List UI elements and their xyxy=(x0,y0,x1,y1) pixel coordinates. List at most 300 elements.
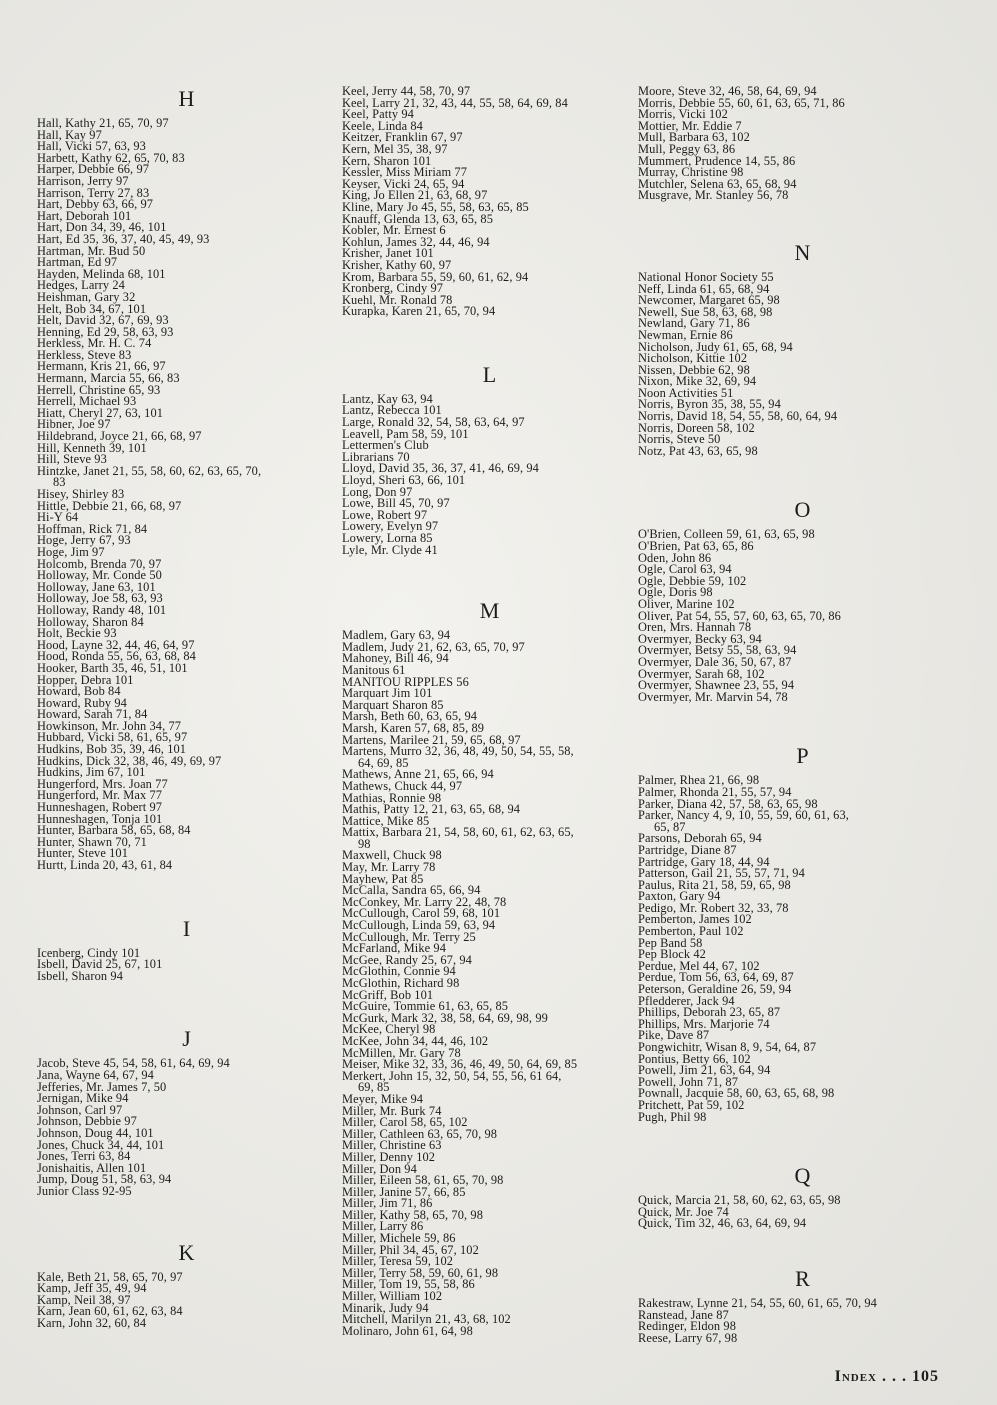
index-entry: Overmyer, Betsy 55, 58, 63, 94 xyxy=(638,643,797,658)
index-entry: Mathis, Patty 12, 21, 63, 65, 68, 94 xyxy=(342,802,521,817)
index-entry: McGriff, Bob 101 xyxy=(342,987,434,1002)
index-section xyxy=(342,362,638,556)
index-entry: Hungerford, Mr. Max 77 xyxy=(37,788,163,803)
index-entry: 83 xyxy=(37,475,66,490)
index-column-3 xyxy=(638,86,968,1344)
index-entry: Partridge, Gary 18, 44, 94 xyxy=(638,854,770,869)
index-entry: Peterson, Geraldine 26, 59, 94 xyxy=(638,982,792,997)
index-entry: Helt, Bob 34, 67, 101 xyxy=(37,301,147,316)
index-entry: Hermann, Kris 21, 66, 97 xyxy=(37,359,166,374)
index-entry: Hart, Deborah 101 xyxy=(37,208,132,223)
index-entry: Pongwichitr, Wisan 8, 9, 54, 64, 87 xyxy=(638,1040,817,1054)
index-entry: McCullough, Linda 59, 63, 94 xyxy=(342,918,496,933)
index-entry: Herkless, Mr. H. C. 74 xyxy=(37,336,152,351)
index-entry: Hart, Ed 35, 36, 37, 40, 45, 49, 93 xyxy=(37,231,210,246)
index-entry: Hill, Steve 93 xyxy=(37,452,107,467)
index-entry: Reese, Larry 67, 98 xyxy=(638,1330,738,1345)
index-entry: Newcomer, Margaret 65, 98 xyxy=(638,293,780,308)
index-entry: Howard, Ruby 94 xyxy=(37,695,127,710)
index-entry: Lowery, Evelyn 97 xyxy=(342,519,439,534)
index-entry: Keel, Larry 21, 32, 43, 44, 55, 58, 64, 69, 84 xyxy=(342,95,568,110)
index-entry: Hudkins, Dick 32, 38, 46, 49, 69, 97 xyxy=(37,753,222,768)
index-entry: Ranstead, Jane 87 xyxy=(638,1307,729,1322)
index-entry: Mattix, Barbara 21, 54, 58, 60, 61, 62, 63, 65, xyxy=(342,825,574,840)
index-entry: McGlothin, Richard 98 xyxy=(342,976,460,990)
index-entry: Miller, Eileen 58, 61, 65, 70, 98 xyxy=(342,1173,504,1188)
index-entry: Pugh, Phil 98 xyxy=(638,1109,707,1124)
index-entry: Phillips, Mrs. Marjorie 74 xyxy=(638,1016,770,1031)
index-entry: Murray, Christine 98 xyxy=(638,165,744,180)
index-entry: Madlem, Judy 21, 62, 63, 65, 70, 97 xyxy=(342,639,525,654)
index-entry: Holt, Beckie 93 xyxy=(37,626,117,641)
index-entry: McGlothin, Connie 94 xyxy=(342,964,456,979)
index-entry: Mull, Barbara 63, 102 xyxy=(638,130,750,145)
index-entry: Karn, John 32, 60, 84 xyxy=(37,1315,147,1330)
index-section xyxy=(37,1026,337,1197)
index-entry: Heishman, Gary 32 xyxy=(37,289,136,304)
index-entry: Holloway, Jane 63, 101 xyxy=(37,579,156,594)
index-entry: Keele, Linda 84 xyxy=(342,118,423,133)
index-entry: Holloway, Joe 58, 63, 93 xyxy=(37,591,163,606)
index-section xyxy=(638,497,968,703)
index-column-2 xyxy=(342,86,638,1337)
index-entry: Hunneshagen, Tonja 101 xyxy=(37,811,163,826)
index-entry: McCalla, Sandra 65, 66, 94 xyxy=(342,883,481,898)
index-entry-list xyxy=(638,1195,968,1230)
index-entry: Kamp, Jeff 35, 49, 94 xyxy=(37,1281,147,1296)
index-entry: Kohlun, James 32, 44, 46, 94 xyxy=(342,234,490,249)
index-entry: McCullough, Carol 59, 68, 101 xyxy=(342,906,501,921)
index-entry: Jump, Doug 51, 58, 63, 94 xyxy=(37,1172,172,1187)
index-entry: Oren, Mrs. Hannah 78 xyxy=(638,620,752,635)
index-entry: Herrell, Christine 65, 93 xyxy=(37,382,161,397)
index-entry: Mahoney, Bill 46, 94 xyxy=(342,651,449,666)
index-entry: Pike, Dave 87 xyxy=(638,1028,710,1043)
index-entry: Hopper, Debra 101 xyxy=(37,672,134,687)
index-entry: Lloyd, David 35, 36, 37, 41, 46, 69, 94 xyxy=(342,461,539,476)
index-entry: Powell, John 71, 87 xyxy=(638,1074,738,1089)
index-entry: Krisher, Janet 101 xyxy=(342,246,434,261)
footer-dots: . . . xyxy=(877,1368,912,1385)
index-entry: Parker, Nancy 4, 9, 10, 55, 59, 60, 61, 63, xyxy=(638,808,849,823)
index-entry: Martens, Marilee 21, 59, 65, 68, 97 xyxy=(342,732,521,747)
index-entry: Herrell, Michael 93 xyxy=(37,394,137,409)
index-entry: O'Brien, Pat 63, 65, 86 xyxy=(638,539,754,554)
index-entry: Miller, Tom 19, 55, 58, 86 xyxy=(342,1277,475,1292)
index-entry: Mayhew, Pat 85 xyxy=(342,871,424,886)
index-entry: Hermann, Marcia 55, 66, 83 xyxy=(37,371,180,386)
index-entry: Palmer, Rhea 21, 66, 98 xyxy=(638,773,760,788)
index-entry-list xyxy=(638,269,968,458)
index-entry: Hunneshagen, Robert 97 xyxy=(37,800,163,815)
index-section xyxy=(638,743,968,1123)
index-entry: Johnson, Doug 44, 101 xyxy=(37,1125,154,1140)
index-entry: Patterson, Gail 21, 55, 57, 71, 94 xyxy=(638,866,805,881)
index-entry: Miller, Phil 34, 45, 67, 102 xyxy=(342,1242,479,1257)
index-entry: Icenberg, Cindy 101 xyxy=(37,945,141,960)
index-entry: Lowe, Bill 45, 70, 97 xyxy=(342,496,450,511)
index-entry-list xyxy=(342,86,638,318)
index-entry: Mathews, Anne 21, 65, 66, 94 xyxy=(342,767,494,782)
section-letter-heading: J xyxy=(182,1026,192,1052)
index-entry: Kern, Mel 35, 38, 97 xyxy=(342,141,448,156)
index-entry: McMillen, Mr. Gary 78 xyxy=(342,1045,461,1060)
index-entry: Johnson, Debbie 97 xyxy=(37,1114,137,1129)
index-entry: Miller, Larry 86 xyxy=(342,1219,424,1234)
index-entry: McGee, Randy 25, 67, 94 xyxy=(342,952,472,967)
index-entry-list xyxy=(37,945,337,983)
index-entry: Lowery, Lorna 85 xyxy=(342,531,433,545)
index-entry: Overmyer, Dale 36, 50, 67, 87 xyxy=(638,654,792,669)
index-entry: Mitchell, Marilyn 21, 43, 68, 102 xyxy=(342,1312,511,1327)
index-entry: National Honor Society 55 xyxy=(638,269,774,284)
index-entry: McGurk, Mark 32, 38, 58, 64, 69, 98, 99 xyxy=(342,1010,548,1025)
index-entry: Mathias, Ronnie 98 xyxy=(342,790,442,805)
index-entry: Molinaro, John 61, 64, 98 xyxy=(342,1323,473,1338)
index-entry: Hisey, Shirley 83 xyxy=(37,487,125,501)
index-entry: Helt, David 32, 67, 69, 93 xyxy=(37,313,169,328)
index-entry: Hall, Vicki 57, 63, 93 xyxy=(37,139,146,154)
index-entry: Harrison, Terry 27, 83 xyxy=(37,185,150,200)
index-entry: Keel, Patty 94 xyxy=(342,107,414,122)
index-entry: Meyer, Mike 94 xyxy=(342,1091,424,1106)
index-entry: Perdue, Mel 44, 67, 102 xyxy=(638,958,760,973)
index-entry: Knauff, Glenda 13, 63, 65, 85 xyxy=(342,211,493,226)
index-entry: Krisher, Kathy 60, 97 xyxy=(342,257,452,272)
index-entry: Mummert, Prudence 14, 55, 86 xyxy=(638,153,796,168)
page-footer xyxy=(835,1368,939,1386)
index-entry: O'Brien, Colleen 59, 61, 63, 65, 98 xyxy=(638,527,815,542)
index-entry: Isbell, David 25, 67, 101 xyxy=(37,957,163,972)
index-entry: Hood, Layne 32, 44, 46, 64, 97 xyxy=(37,637,195,652)
index-entry: Miller, William 102 xyxy=(342,1289,443,1304)
index-entry: Miller, Kathy 58, 65, 70, 98 xyxy=(342,1207,483,1222)
index-entry: Norris, Steve 50 xyxy=(638,432,721,447)
index-entry: Harper, Debbie 66, 97 xyxy=(37,162,150,177)
index-entry: Hittle, Debbie 21, 66, 68, 97 xyxy=(37,498,182,513)
index-entry: Musgrave, Mr. Stanley 56, 78 xyxy=(638,188,789,203)
index-entry: Paxton, Gary 94 xyxy=(638,889,721,904)
index-entry: Norris, Byron 35, 38, 55, 94 xyxy=(638,397,781,412)
index-entry: Miller, Janine 57, 66, 85 xyxy=(342,1184,466,1199)
index-entry: Pemberton, Paul 102 xyxy=(638,924,744,939)
index-entry: Johnson, Carl 97 xyxy=(37,1102,123,1117)
index-entry: Kronberg, Cindy 97 xyxy=(342,281,444,296)
index-entry: Manitous 61 xyxy=(342,662,406,677)
index-entry-list xyxy=(638,1295,968,1345)
index-entry: Rakestraw, Lynne 21, 54, 55, 60, 61, 65, 70, 94 xyxy=(638,1295,877,1310)
index-entry: Miller, Mr. Burk 74 xyxy=(342,1103,442,1118)
index-entry: Pemberton, James 102 xyxy=(638,912,752,927)
index-entry-list xyxy=(638,86,968,202)
index-entry: King, Jo Ellen 21, 63, 68, 97 xyxy=(342,188,488,203)
index-entry: Hart, Debby 63, 66, 97 xyxy=(37,197,154,212)
index-entry: Hintzke, Janet 21, 55, 58, 60, 62, 63, 65, 70, xyxy=(37,463,262,478)
index-section xyxy=(638,240,968,458)
index-entry: Holcomb, Brenda 70, 97 xyxy=(37,556,162,571)
index-section xyxy=(37,86,337,872)
index-entry: Jacob, Steve 45, 54, 58, 61, 64, 69, 94 xyxy=(37,1056,230,1071)
index-entry: Quick, Tim 32, 46, 63, 64, 69, 94 xyxy=(638,1216,807,1231)
index-entry: Ogle, Debbie 59, 102 xyxy=(638,573,747,588)
index-entry: Leavell, Pam 58, 59, 101 xyxy=(342,426,469,441)
index-entry: Isbell, Sharon 94 xyxy=(37,968,124,983)
index-entry: Norris, David 18, 54, 55, 58, 60, 64, 94 xyxy=(638,409,838,424)
index-entry: Lettermen's Club xyxy=(342,438,429,453)
index-entry: Miller, Cathleen 63, 65, 70, 98 xyxy=(342,1126,498,1141)
index-entry: Miller, Denny 102 xyxy=(342,1149,436,1164)
index-entry: Newland, Gary 71, 86 xyxy=(638,316,750,331)
index-entry: Hiatt, Cheryl 27, 63, 101 xyxy=(37,405,164,420)
index-entry: Oliver, Pat 54, 55, 57, 60, 63, 65, 70, 86 xyxy=(638,608,841,623)
section-letter-heading: N xyxy=(794,239,812,265)
index-entry: McCullough, Mr. Terry 25 xyxy=(342,929,476,944)
index-entry: Holloway, Randy 48, 101 xyxy=(37,602,167,617)
index-entry: Hayden, Melinda 68, 101 xyxy=(37,266,166,281)
index-entry: Kuehl, Mr. Ronald 78 xyxy=(342,292,453,307)
index-entry: Howkinson, Mr. John 34, 77 xyxy=(37,718,182,733)
index-entry: Nicholson, Judy 61, 65, 68, 94 xyxy=(638,339,793,354)
index-entry: Miller, Don 94 xyxy=(342,1161,417,1176)
index-entry: Herkless, Steve 83 xyxy=(37,347,132,362)
index-entry: Lantz, Kay 63, 94 xyxy=(342,391,433,406)
section-letter-heading: Q xyxy=(794,1163,812,1189)
index-entry: 69, 85 xyxy=(342,1080,390,1095)
index-entry: Hartman, Mr. Bud 50 xyxy=(37,243,146,258)
index-entry: Pritchett, Pat 59, 102 xyxy=(638,1097,745,1112)
index-entry: Harrison, Jerry 97 xyxy=(37,173,129,188)
index-entry: Kline, Mary Jo 45, 55, 58, 63, 65, 85 xyxy=(342,199,529,214)
index-entry: Miller, Michele 59, 86 xyxy=(342,1231,456,1246)
index-entry: Hungerford, Mrs. Joan 77 xyxy=(37,776,168,791)
index-entry: Newman, Ernie 86 xyxy=(638,327,733,342)
index-entry: Nicholson, Kittie 102 xyxy=(638,351,748,366)
index-entry: Hibner, Joe 97 xyxy=(37,417,111,432)
index-entry: Ogle, Doris 98 xyxy=(638,585,713,600)
index-entry: Holloway, Sharon 84 xyxy=(37,614,144,629)
index-entry: McFarland, Mike 94 xyxy=(342,941,447,956)
index-entry: Overmyer, Becky 63, 94 xyxy=(638,631,762,646)
index-entry: Karn, Jean 60, 61, 62, 63, 84 xyxy=(37,1304,183,1319)
index-entry: Ogle, Carol 63, 94 xyxy=(638,562,732,577)
index-entry: Junior Class 92-95 xyxy=(37,1183,132,1198)
index-entry: Nissen, Debbie 62, 98 xyxy=(638,362,750,377)
index-entry: Keitzer, Franklin 67, 97 xyxy=(342,130,463,145)
index-entry: McKee, Cheryl 98 xyxy=(342,1022,436,1037)
section-letter-heading: R xyxy=(795,1265,811,1291)
index-entry: Harbett, Kathy 62, 65, 70, 83 xyxy=(37,150,185,165)
index-entry: Morris, Debbie 55, 60, 61, 63, 65, 71, 86 xyxy=(638,95,845,110)
index-entry: Lyle, Mr. Clyde 41 xyxy=(342,542,438,557)
index-entry: Overmyer, Mr. Marvin 54, 78 xyxy=(638,689,788,704)
index-entry: Parsons, Deborah 65, 94 xyxy=(638,831,762,846)
index-entry: Lowe, Robert 97 xyxy=(342,507,428,522)
index-entry: Marquart Sharon 85 xyxy=(342,697,444,712)
index-entry: Pep Band 58 xyxy=(638,935,703,950)
index-entry: Kessler, Miss Miriam 77 xyxy=(342,165,468,180)
index-entry: Noon Activities 51 xyxy=(638,385,734,400)
index-entry: Maxwell, Chuck 98 xyxy=(342,848,442,863)
index-entry: Mattice, Mike 85 xyxy=(342,813,430,828)
index-entry: Hurtt, Linda 20, 43, 61, 84 xyxy=(37,858,173,872)
index-entry: Large, Ronald 32, 54, 58, 63, 64, 97 xyxy=(342,415,525,430)
index-entry: Perdue, Tom 56, 63, 64, 69, 87 xyxy=(638,970,794,985)
index-entry: Meiser, Mike 32, 33, 36, 46, 49, 50, 64, 69, 85 xyxy=(342,1057,578,1072)
index-entry: Hudkins, Jim 67, 101 xyxy=(37,765,146,780)
index-entry: Oden, John 86 xyxy=(638,550,712,565)
index-entry: Hoffman, Rick 71, 84 xyxy=(37,521,148,536)
index-entry: Mathews, Chuck 44, 97 xyxy=(342,778,463,793)
index-entry: Kamp, Neil 38, 97 xyxy=(37,1292,131,1307)
index-column-1 xyxy=(37,86,337,1329)
index-entry: Morris, Vicki 102 xyxy=(638,107,728,122)
index-entry: Lantz, Rebecca 101 xyxy=(342,403,442,418)
index-entry: MANITOU RIPPLES 56 xyxy=(342,674,469,689)
index-entry: Overmyer, Shawnee 23, 55, 94 xyxy=(638,678,795,693)
index-entry-list xyxy=(37,1058,337,1197)
index-entry: Hunter, Steve 101 xyxy=(37,846,129,861)
footer-label: Index xyxy=(834,1368,877,1385)
section-letter-heading: L xyxy=(482,361,498,387)
index-entry: Pedigo, Mr. Robert 32, 33, 78 xyxy=(638,900,789,915)
index-entry: Partridge, Diane 87 xyxy=(638,842,737,857)
index-entry: Pep Block 42 xyxy=(638,947,706,962)
index-entry: Marsh, Beth 60, 63, 65, 94 xyxy=(342,709,478,724)
index-entry: Miller, Carol 58, 65, 102 xyxy=(342,1115,468,1130)
section-letter-heading: M xyxy=(479,598,501,624)
index-entry: Kurapka, Karen 21, 65, 70, 94 xyxy=(342,304,496,319)
index-entry: Hooker, Barth 35, 46, 51, 101 xyxy=(37,660,188,675)
index-entry: Notz, Pat 43, 63, 65, 98 xyxy=(638,443,758,458)
section-letter-heading: O xyxy=(794,497,812,523)
index-entry: Miller, Teresa 59, 102 xyxy=(342,1254,454,1269)
index-entry: Kale, Beth 21, 58, 65, 70, 97 xyxy=(37,1269,183,1284)
index-entry: Quick, Mr. Joe 74 xyxy=(638,1204,729,1219)
index-entry: McKee, John 34, 44, 46, 102 xyxy=(342,1033,489,1048)
index-entry: Hoge, Jim 97 xyxy=(37,544,105,559)
index-entry: Merkert, John 15, 32, 50, 54, 55, 56, 61 64, xyxy=(342,1068,562,1083)
index-entry: Madlem, Gary 63, 94 xyxy=(342,628,451,643)
index-section xyxy=(342,598,638,1337)
index-entry: Phillips, Deborah 23, 65, 87 xyxy=(638,1005,781,1020)
index-entry: Jonishaitis, Allen 101 xyxy=(37,1160,147,1175)
index-entry: 65, 87 xyxy=(638,819,686,834)
index-entry: Mutchler, Selena 63, 65, 68, 94 xyxy=(638,176,797,191)
index-entry: Lloyd, Sheri 63, 66, 101 xyxy=(342,473,466,488)
index-entry: 98 xyxy=(342,836,371,851)
index-entry: Pownall, Jacquie 58, 60, 63, 65, 68, 98 xyxy=(638,1086,835,1101)
index-entry: Jefferies, Mr. James 7, 50 xyxy=(37,1079,167,1094)
index-entry: Jana, Wayne 64, 67, 94 xyxy=(37,1067,154,1082)
index-entry: Howard, Sarah 71, 84 xyxy=(37,707,148,722)
index-section xyxy=(638,1266,968,1344)
index-entry: McGuire, Tommie 61, 63, 65, 85 xyxy=(342,999,509,1014)
index-entry: Hill, Kenneth 39, 101 xyxy=(37,440,147,455)
index-entry: Hartman, Ed 97 xyxy=(37,255,118,270)
index-entry-list xyxy=(37,1269,337,1330)
index-entry: Jones, Chuck 34, 44, 101 xyxy=(37,1137,165,1152)
index-entry: Jernigan, Mike 94 xyxy=(37,1091,129,1106)
index-section xyxy=(342,86,638,318)
index-entry-list xyxy=(37,118,337,872)
index-entry: Miller, Terry 58, 59, 60, 61, 98 xyxy=(342,1265,499,1280)
index-entry: Hubbard, Vicki 58, 61, 65, 97 xyxy=(37,730,188,745)
index-entry: Redinger, Eldon 98 xyxy=(638,1319,737,1334)
index-entry: Librarians 70 xyxy=(342,449,410,464)
index-section xyxy=(37,1240,337,1330)
index-entry-list xyxy=(638,775,968,1123)
index-entry: Hunter, Barbara 58, 65, 68, 84 xyxy=(37,823,191,838)
index-entry: Paulus, Rita 21, 58, 59, 65, 98 xyxy=(638,877,791,892)
index-entry: Long, Don 97 xyxy=(342,484,413,499)
index-entry: Pfledderer, Jack 94 xyxy=(638,993,735,1008)
page-number: 105 xyxy=(912,1368,939,1385)
index-entry: Hall, Kay 97 xyxy=(37,127,102,142)
index-entry: Kern, Sharon 101 xyxy=(342,153,432,168)
index-entry: Mull, Peggy 63, 86 xyxy=(638,141,736,156)
index-entry: Hall, Kathy 21, 65, 70, 97 xyxy=(37,116,169,130)
index-entry-list xyxy=(342,391,638,557)
index-entry: Marquart Jim 101 xyxy=(342,686,433,701)
section-letter-heading: P xyxy=(796,743,810,769)
index-entry: Keyser, Vicki 24, 65, 94 xyxy=(342,176,465,191)
index-entry: Howard, Bob 84 xyxy=(37,684,121,699)
index-entry: 64, 69, 85 xyxy=(342,755,409,770)
index-entry: Miller, Jim 71, 86 xyxy=(342,1196,433,1211)
index-entry: Powell, Jim 21, 63, 64, 94 xyxy=(638,1063,771,1078)
index-entry: Neff, Linda 61, 65, 68, 94 xyxy=(638,281,770,296)
index-entry: Marsh, Karen 57, 68, 85, 89 xyxy=(342,720,485,735)
index-entry-list xyxy=(342,630,638,1337)
section-letter-heading: K xyxy=(178,1239,196,1265)
index-entry: Hedges, Larry 24 xyxy=(37,278,125,293)
index-entry: Krom, Barbara 55, 59, 60, 61, 62, 94 xyxy=(342,269,529,284)
index-entry: Jones, Terri 63, 84 xyxy=(37,1149,131,1164)
index-entry: Newell, Sue 58, 63, 68, 98 xyxy=(638,304,773,319)
index-entry: Nixon, Mike 32, 69, 94 xyxy=(638,374,757,389)
index-entry: Hudkins, Bob 35, 39, 46, 101 xyxy=(37,742,187,757)
index-entry: Norris, Doreen 58, 102 xyxy=(638,420,755,435)
index-entry: Hi-Y 64 xyxy=(37,510,79,525)
index-entry: Hildebrand, Joyce 21, 66, 68, 97 xyxy=(37,429,202,444)
index-section xyxy=(638,1163,968,1230)
index-entry: Keel, Jerry 44, 58, 70, 97 xyxy=(342,84,471,98)
index-entry: Hood, Ronda 55, 56, 63, 68, 84 xyxy=(37,649,196,664)
index-entry: Hart, Don 34, 39, 46, 101 xyxy=(37,220,167,235)
index-entry: Hoge, Jerry 67, 93 xyxy=(37,533,131,548)
index-entry: Holloway, Mr. Conde 50 xyxy=(37,568,162,583)
index-entry: Kobler, Mr. Ernest 6 xyxy=(342,223,446,238)
index-entry: Hunter, Shawn 70, 71 xyxy=(37,834,147,849)
index-entry: Oliver, Marine 102 xyxy=(638,597,735,611)
section-letter-heading: H xyxy=(178,86,196,111)
index-entry: May, Mr. Larry 78 xyxy=(342,860,436,875)
index-entry: Palmer, Rhonda 21, 55, 57, 94 xyxy=(638,784,792,799)
index-entry: Overmyer, Sarah 68, 102 xyxy=(638,666,765,681)
index-entry: Henning, Ed 29, 58, 63, 93 xyxy=(37,324,174,339)
section-letter-heading: I xyxy=(182,915,192,941)
index-entry: Quick, Marcia 21, 58, 60, 62, 63, 65, 98 xyxy=(638,1193,841,1208)
index-entry: Pontius, Betty 66, 102 xyxy=(638,1051,751,1066)
index-entry: Miller, Christine 63 xyxy=(342,1138,442,1153)
index-section xyxy=(638,86,968,202)
index-entry: Mottier, Mr. Eddie 7 xyxy=(638,118,742,133)
index-entry-list xyxy=(638,529,968,703)
index-entry: McConkey, Mr. Larry 22, 48, 78 xyxy=(342,894,507,909)
index-entry: Minarik, Judy 94 xyxy=(342,1300,429,1315)
index-entry: Parker, Diana 42, 57, 58, 63, 65, 98 xyxy=(638,796,818,811)
index-entry: Martens, Murro 32, 36, 48, 49, 50, 54, 55, 58, xyxy=(342,744,574,759)
